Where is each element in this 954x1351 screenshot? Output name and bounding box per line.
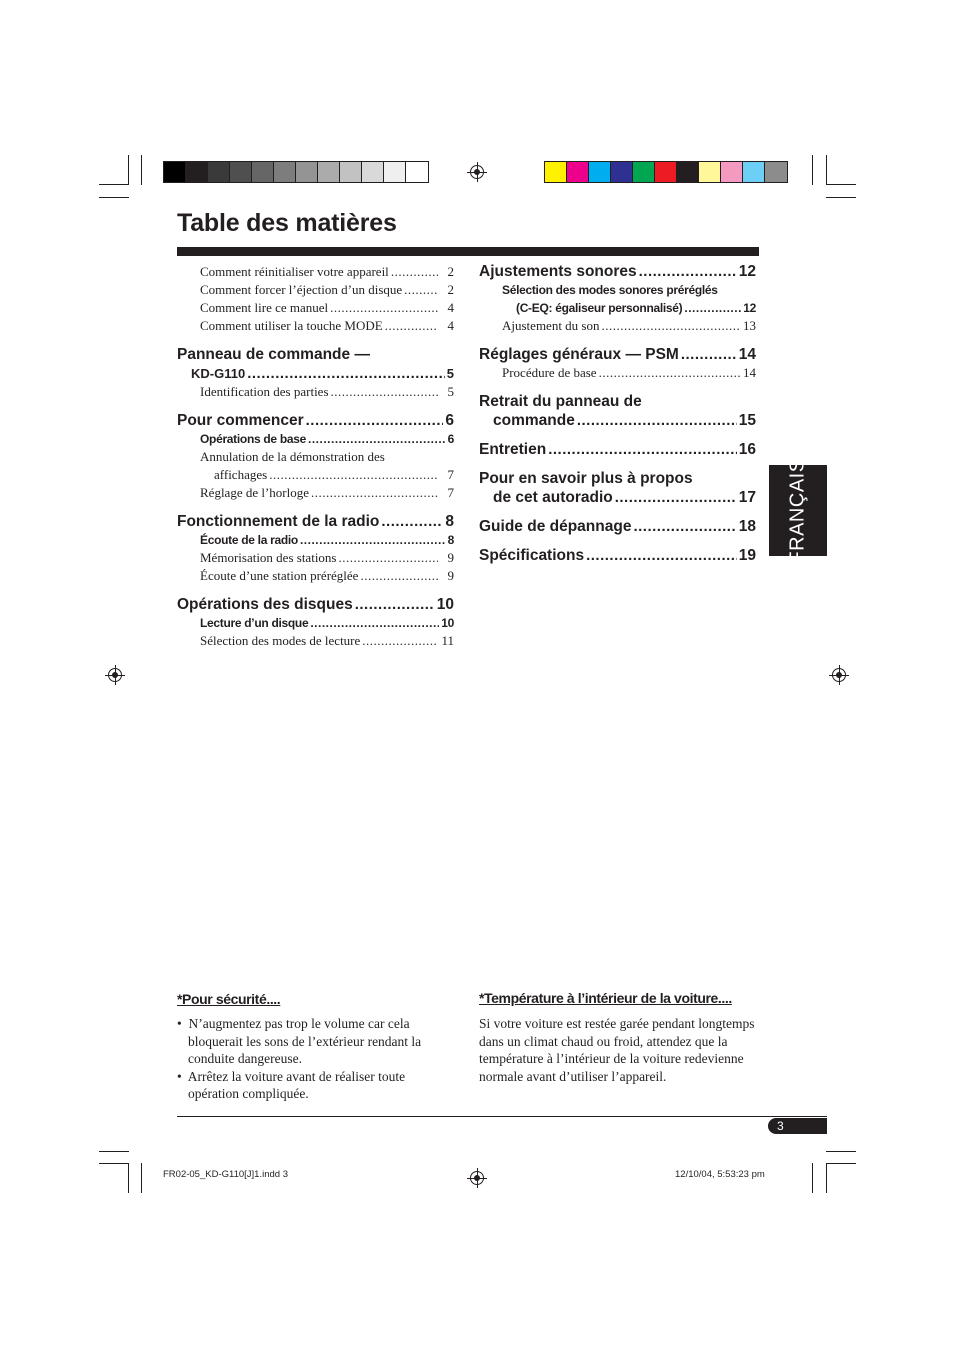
toc-entry-title: Identification des parties: [200, 384, 329, 399]
temperature-note: Si votre voiture est restée garée pendant longtemps dans un climat chaud ou froid, attendez que la température à l’intérieur de la voiture redevienne normale avant d’utiliser l’appareil.: [479, 1016, 755, 1084]
registration-mark-icon: [470, 1171, 484, 1185]
crop-mark: [826, 184, 856, 185]
toc-leader-dots: [311, 484, 438, 502]
page-title: Table des matières: [177, 209, 397, 237]
toc-spacer: [479, 536, 756, 546]
toc-entry-title: Écoute d’une station préréglée: [200, 568, 359, 583]
toc-entry[interactable]: [479, 392, 756, 411]
toc-entry[interactable]: [177, 632, 454, 650]
crop-mark: [99, 1151, 129, 1152]
crop-mark: [826, 197, 856, 198]
toc-spacer: [479, 459, 756, 469]
color-swatch: [567, 162, 589, 182]
color-swatch: [208, 162, 230, 182]
slug-filename: FR02-05_KD-G110[J]1.indd 3: [163, 1169, 288, 1180]
toc-page-number: 14: [743, 365, 756, 380]
crop-mark: [141, 155, 142, 185]
toc-page-number: 5: [446, 366, 454, 381]
toc-entry[interactable]: [177, 317, 454, 335]
toc-entry[interactable]: [177, 614, 454, 632]
toc-leader-dots: [300, 531, 446, 549]
toc-entry-title: KD-G110: [191, 366, 246, 381]
toc-leader-dots: [306, 411, 444, 430]
language-tab: [769, 457, 827, 564]
toc-spacer: [177, 585, 454, 595]
toc-page-number: 9: [447, 550, 454, 565]
toc-page-number: 9: [447, 568, 454, 583]
color-swatch: [765, 162, 787, 182]
page-number-badge: [768, 1118, 827, 1134]
toc-page-number: 4: [447, 300, 454, 315]
toc-entry-title: Annulation de la démonstration des: [200, 449, 385, 464]
toc-page-number: 2: [447, 282, 454, 297]
toc-entry-title: Guide de dépannage: [479, 518, 632, 535]
toc-left-column: [177, 263, 454, 650]
toc-entry[interactable]: [177, 567, 454, 585]
crop-mark: [128, 155, 129, 185]
color-swatch: [633, 162, 655, 182]
toc-page-number: 12: [738, 263, 756, 280]
color-swatch: [296, 162, 318, 182]
toc-page-number: 12: [743, 301, 756, 315]
toc-entry-title: Sélection des modes sonores préréglés: [502, 283, 718, 297]
toc-entry[interactable]: [479, 469, 756, 488]
color-swatch: [406, 162, 428, 182]
toc-spacer: [479, 335, 756, 345]
toc-entry-title: Écoute de la radio: [200, 533, 298, 547]
safety-note: [177, 1015, 449, 1103]
toc-entry[interactable]: [177, 484, 454, 502]
toc-entry[interactable]: [177, 549, 454, 567]
toc-entry[interactable]: [177, 448, 454, 466]
toc-page-number: 16: [738, 441, 756, 458]
toc-entry-title: Comment utiliser la touche MODE: [200, 318, 383, 333]
toc-spacer: [177, 502, 454, 512]
grayscale-bar: [163, 161, 429, 183]
toc-entry-title: Mémorisation des stations: [200, 550, 337, 565]
crop-mark: [812, 155, 813, 185]
color-swatch: [721, 162, 743, 182]
toc-leader-dots: [308, 430, 446, 448]
toc-entry[interactable]: [479, 411, 756, 430]
toc-leader-dots: [391, 263, 438, 281]
toc-entry[interactable]: [177, 364, 454, 383]
toc-entry-title: Ajustement du son: [502, 318, 600, 333]
toc-page-number: 19: [738, 547, 756, 564]
toc-leader-dots: [310, 614, 439, 632]
toc-leader-dots: [404, 281, 438, 299]
color-bar: [544, 161, 788, 183]
toc-entry-title: Fonctionnement de la radio: [177, 513, 380, 530]
safety-bullet: • N’augmentez pas trop le volume car cela bloquerait les sons de l’extérieur rendant la conduite dangereuse.: [177, 1016, 422, 1066]
toc-leader-dots: [599, 364, 740, 382]
toc-entry-title: Retrait du panneau de: [479, 393, 642, 410]
crop-mark: [812, 1163, 813, 1193]
color-swatch: [699, 162, 721, 182]
toc-entry-title: commande: [493, 412, 575, 429]
toc-entry-title: de cet autoradio: [493, 489, 613, 506]
toc-page-number: 6: [447, 432, 454, 446]
color-swatch: [252, 162, 274, 182]
color-swatch: [164, 162, 186, 182]
toc-entry-title: Opérations de base: [200, 432, 306, 446]
toc-leader-dots: [331, 383, 438, 401]
toc-page-number: 6: [445, 412, 454, 429]
color-swatch: [677, 162, 699, 182]
toc-entry[interactable]: [177, 299, 454, 317]
toc-page-number: 11: [441, 633, 454, 648]
toc-entry-title: affichages: [214, 467, 268, 482]
toc-entry[interactable]: [479, 345, 756, 364]
toc-entry-title: Ajustements sonores: [479, 263, 637, 280]
safety-bullet: • Arrêtez la voiture avant de réaliser toute opération compliquée.: [177, 1068, 406, 1101]
toc-page-number: 5: [447, 384, 454, 399]
toc-leader-dots: [633, 517, 736, 536]
crop-mark: [826, 1163, 856, 1164]
toc-entry[interactable]: [177, 531, 454, 549]
crop-mark: [826, 1163, 827, 1193]
toc-page-number: 4: [447, 318, 454, 333]
toc-entry[interactable]: [479, 364, 756, 382]
toc-spacer: [479, 430, 756, 440]
language-tab-label: FRANÇAIS: [786, 457, 809, 564]
toc-entry-title: Comment réinitialiser votre appareil: [200, 264, 389, 279]
toc-entry[interactable]: [177, 263, 454, 281]
toc-page-number: 7: [447, 485, 454, 500]
toc-leader-dots: [360, 567, 438, 585]
toc-spacer: [479, 507, 756, 517]
toc-entry-title: Pour commencer: [177, 412, 304, 429]
toc-entry[interactable]: [479, 299, 756, 317]
toc-entry-title: Opérations des disques: [177, 596, 353, 613]
toc-page-number: 17: [738, 489, 756, 506]
toc-entry[interactable]: [177, 466, 454, 484]
registration-mark-icon: [470, 165, 484, 179]
toc-leader-dots: [362, 632, 438, 650]
toc-leader-dots: [330, 299, 438, 317]
color-swatch: [655, 162, 677, 182]
toc-entry-title: Réglage de l’horloge: [200, 485, 310, 500]
toc-entry-title: Panneau de commande —: [177, 346, 370, 363]
toc-entry[interactable]: [479, 317, 756, 335]
toc-entry[interactable]: [479, 488, 756, 507]
color-swatch: [230, 162, 252, 182]
registration-mark-icon: [832, 668, 846, 682]
toc-leader-dots: [381, 512, 443, 531]
color-swatch: [545, 162, 567, 182]
toc-spacer: [177, 401, 454, 411]
toc-leader-dots: [602, 317, 741, 335]
toc-leader-dots: [577, 411, 737, 430]
crop-mark: [826, 155, 827, 185]
toc-entry[interactable]: [177, 345, 454, 364]
title-rule: [177, 247, 759, 256]
toc-page-number: 10: [441, 616, 454, 630]
toc-spacer: [177, 335, 454, 345]
toc-entry-title: Lecture d’un disque: [200, 616, 309, 630]
footer-rule: [177, 1116, 827, 1117]
crop-mark: [99, 184, 129, 185]
toc-leader-dots: [639, 262, 737, 281]
page-number: 3: [777, 1119, 784, 1133]
toc-entry-title: Sélection des modes de lecture: [200, 633, 361, 648]
color-swatch: [743, 162, 765, 182]
toc-leader-dots: [269, 466, 438, 484]
toc-leader-dots: [681, 345, 737, 364]
color-swatch: [589, 162, 611, 182]
toc-page-number: 18: [738, 518, 756, 535]
safety-note-heading: *Pour sécurité....: [177, 991, 281, 1007]
toc-page-number: 8: [445, 513, 454, 530]
crop-mark: [99, 1163, 129, 1164]
toc-leader-dots: [548, 440, 737, 459]
color-swatch: [318, 162, 340, 182]
toc-entry-title: Procédure de base: [502, 365, 597, 380]
color-swatch: [274, 162, 296, 182]
toc-page-number: 15: [738, 412, 756, 429]
toc-spacer: [479, 382, 756, 392]
toc-page-number: 7: [447, 467, 454, 482]
color-swatch: [611, 162, 633, 182]
crop-mark: [141, 1163, 142, 1193]
toc-entry-title: Comment forcer l’éjection d’un disque: [200, 282, 403, 297]
color-swatch: [362, 162, 384, 182]
toc-entry[interactable]: [177, 281, 454, 299]
toc-entry[interactable]: [479, 440, 756, 459]
crop-mark: [826, 1151, 856, 1152]
toc-entry-title: Entretien: [479, 441, 547, 458]
toc-entry[interactable]: [177, 383, 454, 401]
toc-page-number: 14: [738, 346, 756, 363]
toc-page-number: 13: [743, 318, 756, 333]
toc-entry-title: Pour en savoir plus à propos: [479, 470, 693, 487]
toc-page-number: 2: [447, 264, 454, 279]
toc-page-number: 10: [436, 596, 454, 613]
toc-leader-dots: [339, 549, 439, 567]
toc-entry-title: Spécifications: [479, 547, 585, 564]
toc-page-number: 8: [447, 533, 454, 547]
crop-mark: [99, 197, 129, 198]
toc-leader-dots: [684, 299, 741, 317]
toc-leader-dots: [355, 595, 435, 614]
toc-entry[interactable]: [177, 430, 454, 448]
crop-mark: [128, 1163, 129, 1193]
toc-leader-dots: [586, 546, 737, 565]
toc-leader-dots: [385, 317, 438, 335]
toc-entry-title: Réglages généraux — PSM: [479, 346, 679, 363]
temperature-note-heading: *Température à l’intérieur de la voiture....: [479, 990, 732, 1006]
toc-entry[interactable]: [479, 281, 756, 299]
color-swatch: [340, 162, 362, 182]
color-swatch: [384, 162, 406, 182]
toc-entry[interactable]: [479, 517, 756, 536]
toc-entry[interactable]: [177, 595, 454, 614]
toc-entry-title: (C-EQ: égaliseur personnalisé): [516, 301, 683, 315]
toc-entry-title: Comment lire ce manuel: [200, 300, 329, 315]
toc-entry[interactable]: [479, 262, 756, 281]
toc-leader-dots: [247, 364, 445, 383]
slug-timestamp: 12/10/04, 5:53:23 pm: [675, 1169, 765, 1180]
toc-entry[interactable]: [177, 512, 454, 531]
toc-entry[interactable]: [177, 411, 454, 430]
toc-entry[interactable]: [479, 546, 756, 565]
color-swatch: [186, 162, 208, 182]
registration-mark-icon: [108, 668, 122, 682]
toc-right-column: [479, 262, 756, 565]
toc-leader-dots: [615, 488, 737, 507]
